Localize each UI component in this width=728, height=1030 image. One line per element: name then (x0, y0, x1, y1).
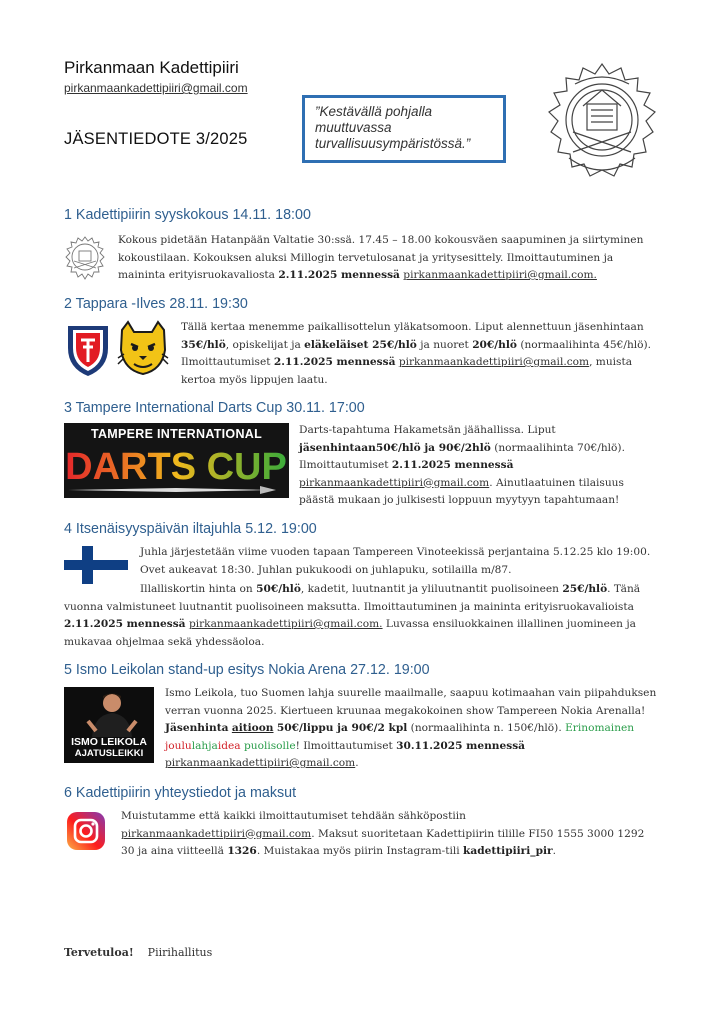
finnish-flag-image (64, 546, 128, 584)
org-email-link[interactable]: pirkanmaankadettipiiri@gmail.com (64, 81, 248, 95)
motto-line: turvallisuusympäristössä.” (315, 136, 471, 151)
email-link[interactable]: pirkanmaankadettipiiri@gmail.com (398, 356, 590, 368)
section-heading: 2 Tappara -Ilves 28.11. 19:30 (64, 296, 248, 312)
section-paragraph: Darts-tapahtuma Hakametsän jäähallissa. Liput jäsenhintaan50€/hlö ja 90€/2hlö (normaalihinta 70€/hlö). Ilmoittautumiset 2.11.2025 mennessä pirkanmaankadettipiiri@gmail.com. Ainutlaatuinen tilaisuus päästä mukaan jo julkisesti loppuun myytyyn tapahtumaan! (299, 424, 625, 506)
section-paragraph: Illalliskortin hinta on 50€/hlö, kadetit, luutnantit ja yliluutnantit puolisoineen 25€/hlö. Tänä vuonna valmistuneet luutnantit puolisoineen maksutta. Ilmoittautuminen ja maininta erityisruokavalioista 2.11.2025 mennessä pirkanmaankadettipiiri@gmail.com. Luvassa ensiluokkainen illallinen juomineen ja mukavaa ohjelmaa sekä yhdessäoloa. (64, 583, 641, 648)
email-link[interactable]: pirkanmaankadettipiiri@gmail.com. (403, 269, 597, 281)
darts-logo-top-text: TAMPERE INTERNATIONAL (90, 427, 263, 441)
darts-logo-main-text: DARTS CUP (65, 446, 287, 488)
motto-line: ”Kestävällä pohjalla (315, 104, 433, 119)
section-paragraph: Juhla järjestetään viime vuoden tapaan Tampereen Vinoteekissä perjantaina 5.12.25 klo 19:00. Ovet aukeavat 18:30. Juhlan pukukoodi on juhlapuku, sotilailla m/87. (140, 546, 651, 576)
section-paragraph: Ismo Leikola, tuo Suomen lahja suurelle maailmalle, saapuu kotimaahan vain piipahduksen verran vuonna 2025. Kiertueen kruunaa megakokoinen show Tampereen Nokia Arenalla! Jäsenhinta aitioon 50€/lippu ja 90€/2 kpl (normaalihinta n. 150€/hlö). Erinomainen joululahjaidea puolisolle! Ilmoittautumiset 30.11.2025 mennessä pirkanmaankadettipiiri@gmail.com. (165, 687, 657, 769)
instagram-icon[interactable] (66, 811, 106, 851)
poster-title: ISMO LEIKOLA (71, 736, 147, 748)
darts-cup-logo (64, 423, 289, 498)
ilves-logo (116, 320, 170, 376)
section-paragraph: Tällä kertaa menemme paikallisottelun yläkatsomoon. Liput alennettuun jäsenhintaan 35€/hlö, opiskelijat ja eläkeläiset 25€/hlö ja nuoret 20€/hlö (normaalihinta 45€/hlö). Ilmoittautumiset 2.11.2025 mennessä pirkanmaankadettipiiri@gmail.com, muista kertoa myös lippujen laatu. (181, 321, 652, 386)
tappara-logo (64, 322, 112, 378)
email-link[interactable]: pirkanmaankadettipiiri@gmail.com. (188, 618, 383, 630)
cadet-emblem-icon (64, 235, 106, 281)
section-heading: 3 Tampere International Darts Cup 30.11. 17:00 (64, 400, 365, 416)
email-link[interactable]: pirkanmaankadettipiiri@gmail.com (299, 476, 490, 489)
section-heading: 1 Kadettipiirin syyskokous 14.11. 18:00 (64, 207, 311, 223)
ismo-leikola-poster (64, 687, 154, 763)
poster-subtitle: AJATUSLEIKKI (74, 748, 144, 759)
motto-quote-box (302, 95, 506, 163)
org-name: Pirkanmaan Kadettipiiri (64, 58, 239, 77)
section-paragraph: Muistutamme että kaikki ilmoittautumiset tehdään sähköpostiin pirkanmaankadettipiiri@gmail.com. Maksut suoritetaan Kadettipiirin tilille FI50 1555 3000 1292 30 ja aina viitteellä 1326. Muistakaa myös piirin Instagram-tili kadettipiiri_pir. (121, 810, 645, 857)
footer-signature: Piirihallitus (147, 946, 213, 959)
section-heading: 4 Itsenäisyyspäivän iltajuhla 5.12. 19:00 (64, 521, 317, 537)
email-link[interactable]: pirkanmaankadettipiiri@gmail.com (165, 757, 356, 769)
section-heading: 6 Kadettipiirin yhteystiedot ja maksut (64, 785, 297, 801)
footer (64, 946, 212, 959)
motto-line: muuttuvassa (315, 120, 392, 135)
cadet-emblem-logo (543, 60, 661, 192)
section-heading: 5 Ismo Leikolan stand-up esitys Nokia Arena 27.12. 19:00 (64, 662, 430, 678)
section-paragraph: Kokous pidetään Hatanpään Valtatie 30:ssä. 17.45 – 18.00 kokousväen saapuminen ja siirtyminen kokoustilaan. Kokouksen aluksi Millogin tervetulosanat ja yritysesittely. Ilmoittautuminen ja maininta erityisruokavaliosta 2.11.2025 mennessä pirkanmaankadettipiiri@gmail.com. (118, 234, 644, 281)
email-link[interactable]: pirkanmaankadettipiiri@gmail.com (121, 827, 312, 840)
document-title: JÄSENTIEDOTE 3/2025 (64, 130, 248, 148)
footer-greeting: Tervetuloa! (64, 946, 134, 959)
